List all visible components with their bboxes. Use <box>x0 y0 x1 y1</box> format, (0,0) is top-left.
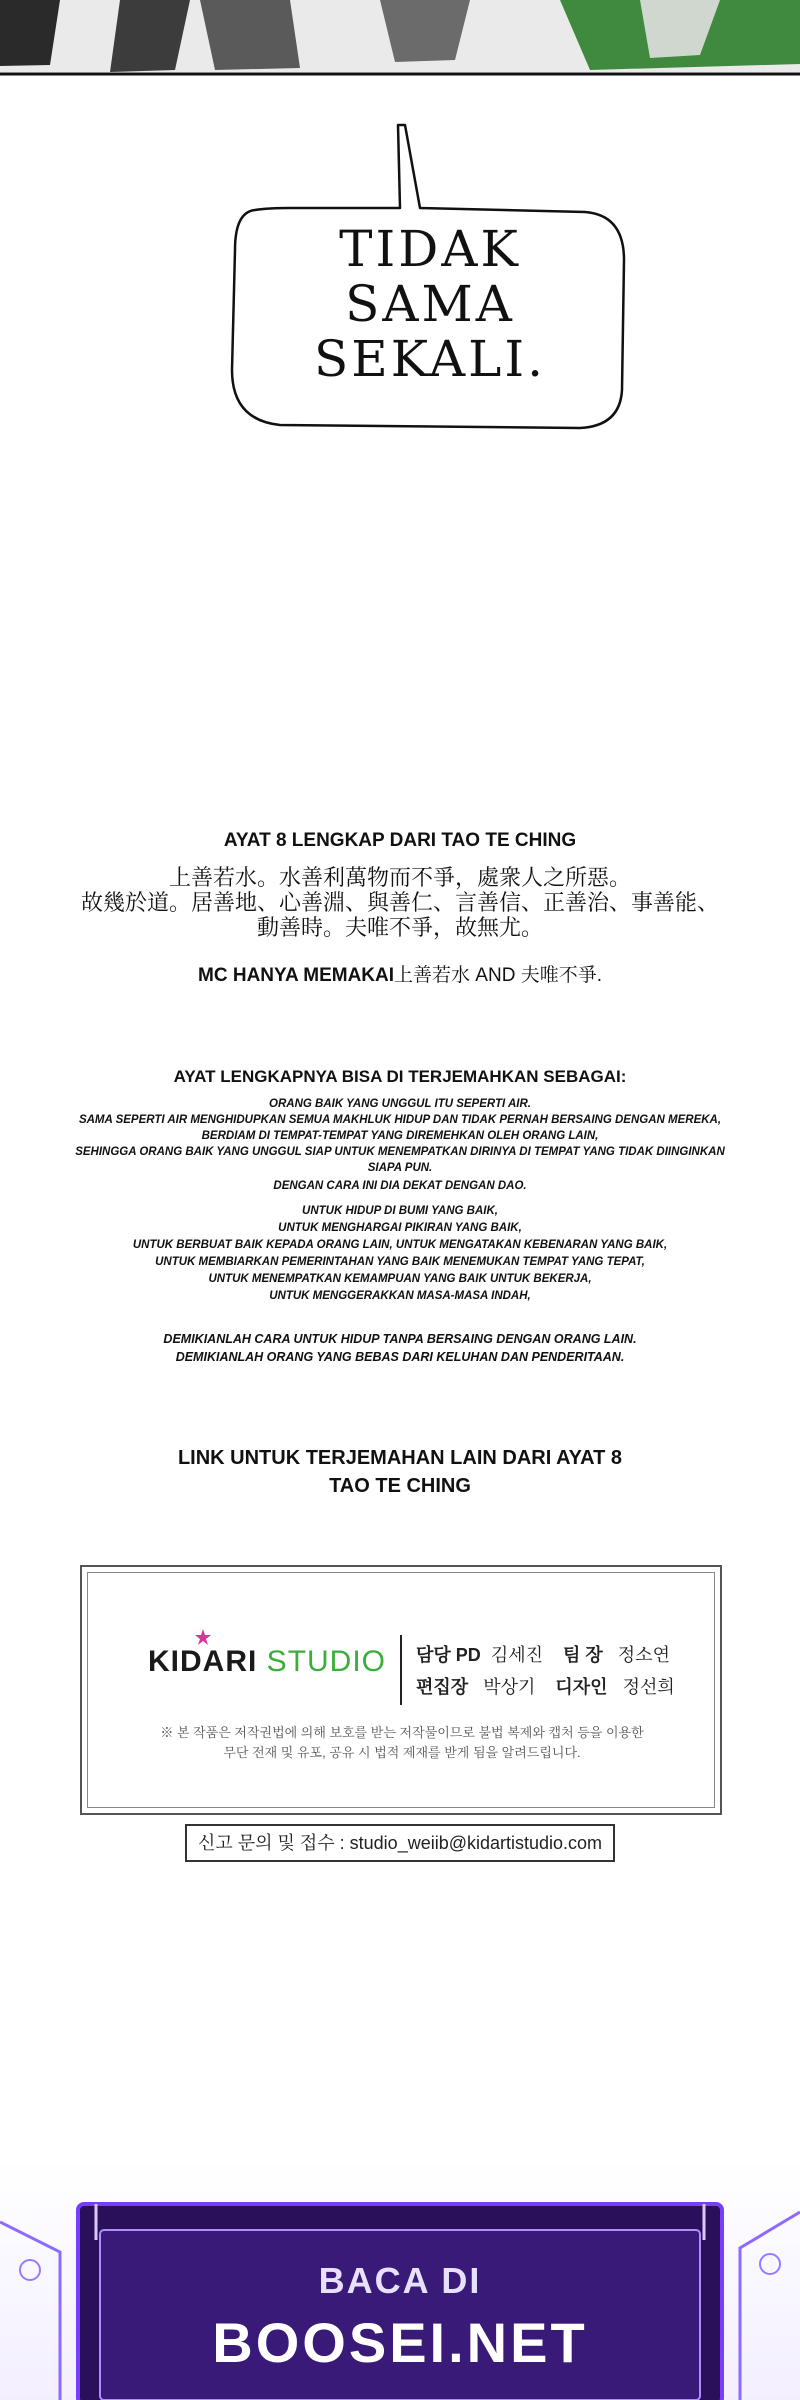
translation-line: UNTUK MENGGERAKKAN MASA-MASA INDAH, <box>269 1290 531 1302</box>
credit-role: 담당 PD <box>416 1645 481 1665</box>
translation-line: UNTUK BERBUAT BAIK KEPADA ORANG LAIN, UNTUK MENGATAKAN KEBENARAN YANG BAIK, <box>132 1239 668 1251</box>
translation-line: UNTUK MEMBIARKAN PEMERINTAHAN YANG BAIK MENEMUKAN TEMPAT YANG TEPAT, <box>155 1256 645 1268</box>
credits-divider <box>400 1635 402 1705</box>
translation-line: DEMIKIANLAH ORANG YANG BEBAS DARI KELUHAN DAN PENDERITAAN. <box>175 1350 625 1364</box>
verse-heading: AYAT 8 LENGKAP DARI TAO TE CHING <box>223 830 577 851</box>
credit-role: 팀 장 <box>563 1645 603 1665</box>
mc-note-quote: 上善若水 AND 夫唯不爭. <box>394 965 602 986</box>
comic-panel-top <box>0 0 800 80</box>
translation-line: SIAPA PUN. <box>367 1162 433 1174</box>
credits-box <box>80 1565 722 1815</box>
translation-line: DEMIKIANLAH CARA UNTUK HIDUP TANPA BERSAING DENGAN ORANG LAIN. <box>163 1332 637 1346</box>
credit-name: 정소연 <box>617 1645 670 1665</box>
translation-heading: AYAT LENGKAPNYA BISA DI TERJEMAHKAN SEBAGAI: <box>173 1067 627 1086</box>
credit-name: 김세진 <box>490 1645 543 1665</box>
copyright-notice-line: 무단 전재 및 유포, 공유 시 법적 제재를 받게 됨을 알려드립니다. <box>223 1745 581 1760</box>
contact-box[interactable]: 신고 문의 및 접수 : studio_weiib@kidartistudio.com <box>185 1824 615 1862</box>
bubble-line: SEKALI. <box>313 330 547 388</box>
credit-role: 편집장 <box>416 1677 469 1697</box>
translation-line: SEHINGGA ORANG BAIK YANG UNGGUL SIAP UNTUK MENEMPATKAN DIRINYA DI TEMPAT YANG TIDAK DIINGINKAN <box>75 1146 725 1158</box>
link-line[interactable]: LINK UNTUK TERJEMAHAN LAIN DARI AYAT 8 <box>177 1447 623 1469</box>
translation-line: SAMA SEPERTI AIR MENGHIDUPKAN SEMUA MAKHLUK HIDUP DAN TIDAK PERNAH BERSAING DENGAN MEREKA, <box>78 1114 722 1126</box>
comic-art-top <box>0 0 800 80</box>
mc-note-prefix: MC HANYA MEMAKAI <box>198 965 395 986</box>
credit-name: 정선희 <box>622 1677 675 1697</box>
translation-line: DENGAN CARA INI DIA DEKAT DENGAN DAO. <box>273 1180 527 1192</box>
translation-line: BERDIAM DI TEMPAT-TEMPAT YANG DIREMEHKAN OLEH ORANG LAIN, <box>201 1130 599 1142</box>
translation-line: UNTUK MENEMPATKAN KEMAMPUAN YANG BAIK UNTUK BEKERJA, <box>208 1273 592 1285</box>
credit-role: 디자인 <box>555 1677 608 1697</box>
link-line[interactable]: TAO TE CHING <box>329 1475 471 1497</box>
credits-row <box>416 1641 670 1667</box>
translation-line: UNTUK HIDUP DI BUMI YANG BAIK, <box>302 1205 498 1217</box>
verse-chinese-line: 故幾於道。居善地、心善淵、與善仁、言善信、正善治、事善能、 <box>80 891 719 916</box>
banner-line: BOOSEI.NET <box>212 2311 588 2374</box>
logo-star-icon <box>195 1629 211 1645</box>
verse-chinese-line: 上善若水。水善利萬物而不爭，處衆人之所惡。 <box>168 866 631 891</box>
credits-row <box>416 1673 675 1699</box>
verse-chinese-line: 動善時。夫唯不爭，故無尤。 <box>256 916 543 941</box>
promo-banner[interactable] <box>0 2160 800 2400</box>
speech-bubble <box>220 120 640 440</box>
bubble-line: SAMA <box>345 275 515 333</box>
logo-kidari-text: KIDARI <box>148 1645 258 1678</box>
bubble-line: TIDAK <box>339 220 521 278</box>
credits-inner-frame <box>87 1572 715 1808</box>
credit-name: 박상기 <box>483 1677 536 1697</box>
mc-note <box>0 960 800 987</box>
kidari-studio-logo <box>148 1645 386 1679</box>
translation-line: ORANG BAIK YANG UNGGUL ITU SEPERTI AIR. <box>269 1098 531 1110</box>
translation-line: UNTUK MENGHARGAI PIKIRAN YANG BAIK, <box>278 1222 522 1234</box>
logo-studio-text: STUDIO <box>257 1645 387 1678</box>
banner-line: BACA DI <box>318 2260 482 2301</box>
copyright-notice-line: ※ 본 작품은 저작권법에 의해 보호를 받는 저작물이므로 불법 복제와 캡처 등을 이용한 <box>160 1725 644 1740</box>
